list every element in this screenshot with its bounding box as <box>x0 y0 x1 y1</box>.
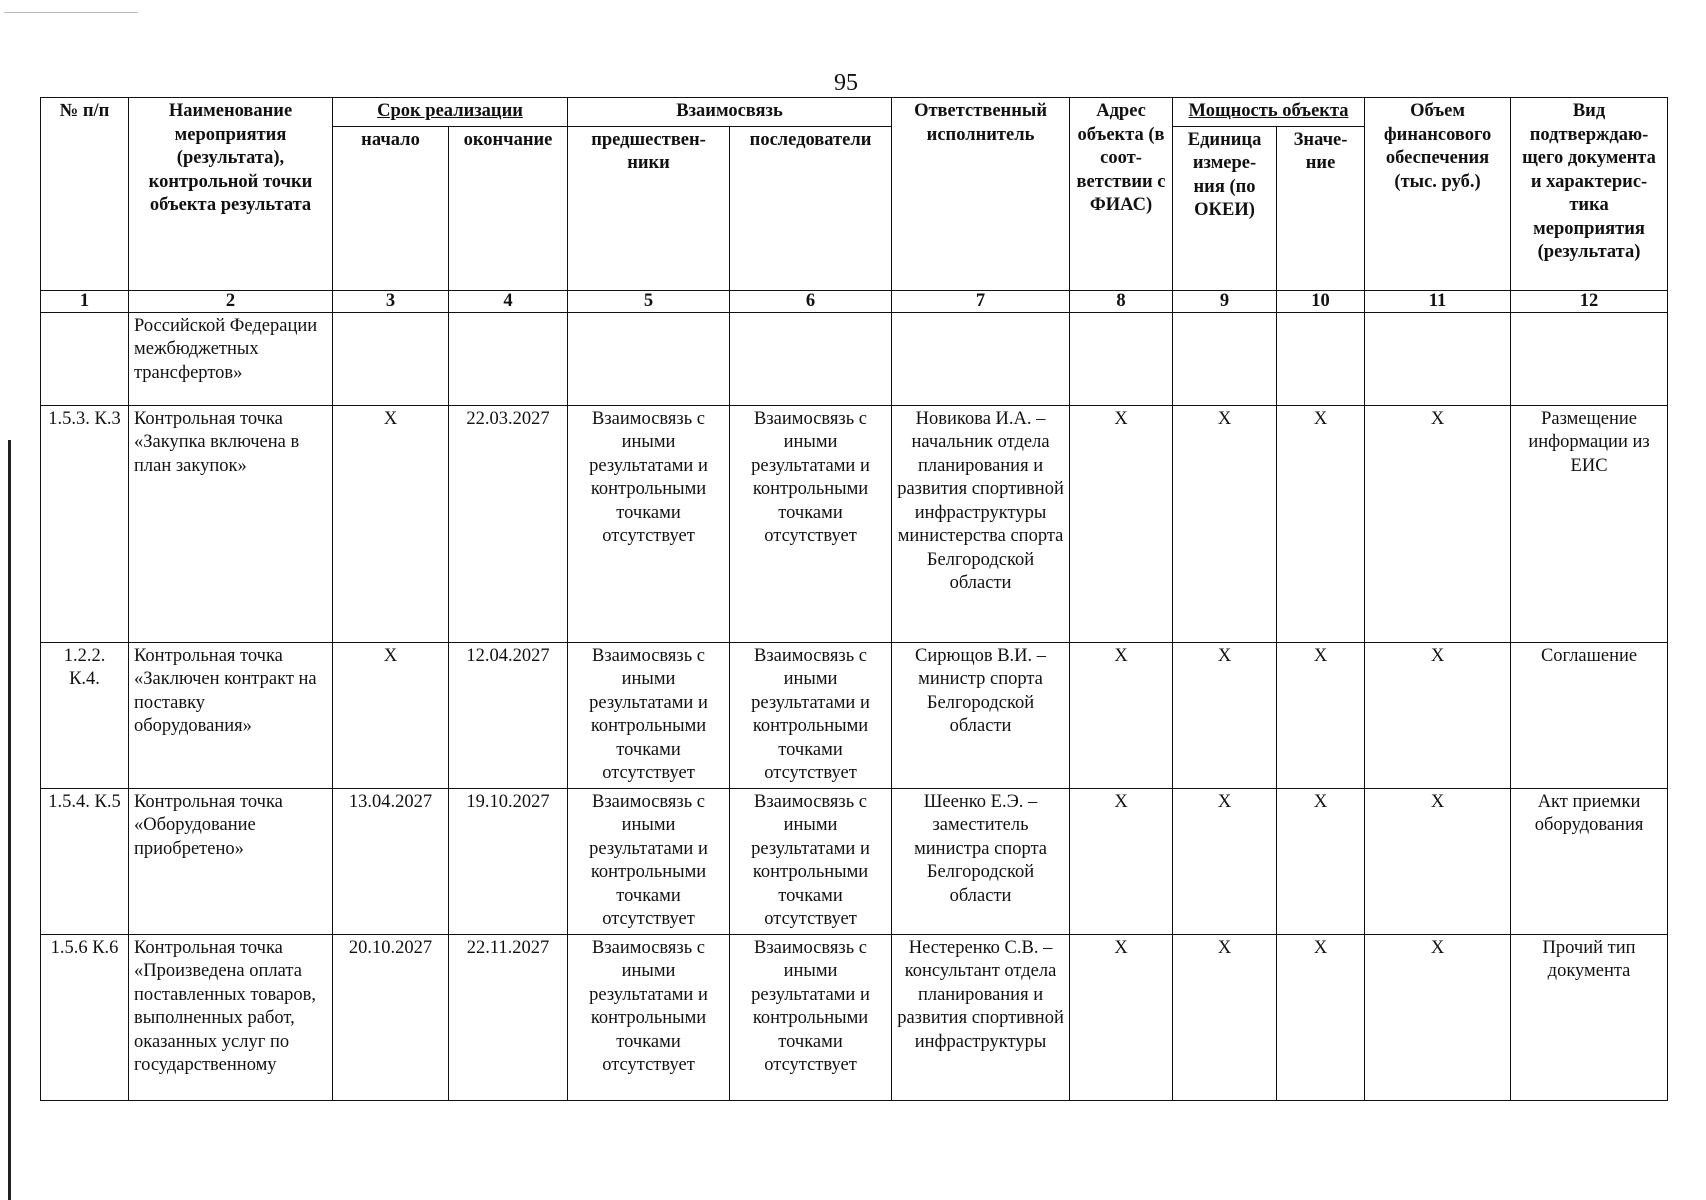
header-predecessors: предшествен-ники <box>568 126 730 290</box>
cell-end: 22.03.2027 <box>449 405 568 642</box>
header-term-end: окончание <box>449 126 568 290</box>
cell-value <box>1277 312 1365 405</box>
cell-name: Контрольная точка «Произведена оплата поставленных товаров, выполненных работ, оказанных услуг по государственному <box>129 934 333 1100</box>
header-term-start: начало <box>333 126 449 290</box>
column-number: 10 <box>1277 290 1365 312</box>
column-number: 9 <box>1173 290 1277 312</box>
cell-unit <box>1173 312 1277 405</box>
cell-predecessors: Взаимосвязь с иными результатами и контрольными точками отсутствует <box>568 788 730 934</box>
cell-start: 13.04.2027 <box>333 788 449 934</box>
header-power-value: Значе-ние <box>1277 126 1365 290</box>
cell-responsible: Нестеренко С.В. – консультант отдела планирования и развития спортивной инфраструктуры <box>892 934 1070 1100</box>
header-responsible: Ответственный исполнитель <box>892 98 1070 291</box>
cell-address: X <box>1070 934 1173 1100</box>
cell-responsible: Шеенко Е.Э. – заместитель министра спорта Белгородской области <box>892 788 1070 934</box>
cell-successors <box>730 312 892 405</box>
cell-unit: X <box>1173 405 1277 642</box>
cell-name: Контрольная точка «Заключен контракт на поставку оборудования» <box>129 642 333 788</box>
column-number-row <box>41 290 1668 312</box>
cell-name: Контрольная точка «Закупка включена в план закупок» <box>129 405 333 642</box>
cell-document <box>1511 312 1668 405</box>
cell-name: Российской Федерации межбюджетных трансфертов» <box>129 312 333 405</box>
scan-edge-line <box>4 12 138 13</box>
column-number: 5 <box>568 290 730 312</box>
table-header <box>41 98 1668 313</box>
cell-successors: Взаимосвязь с иными результатами и контрольными точками отсутствует <box>730 642 892 788</box>
cell-value: X <box>1277 934 1365 1100</box>
cell-start: X <box>333 642 449 788</box>
header-link: Взаимосвязь <box>568 98 892 127</box>
column-number: 6 <box>730 290 892 312</box>
cell-finance: X <box>1365 642 1511 788</box>
cell-start: 20.10.2027 <box>333 934 449 1100</box>
header-power-unit: Единица измере-ния (по ОКЕИ) <box>1173 126 1277 290</box>
header-address: Адрес объекта (в соот-ветствии с ФИАС) <box>1070 98 1173 291</box>
cell-document: Акт приемки оборудования <box>1511 788 1668 934</box>
cell-finance: X <box>1365 405 1511 642</box>
cell-predecessors: Взаимосвязь с иными результатами и контрольными точками отсутствует <box>568 934 730 1100</box>
table-row <box>41 405 1668 642</box>
header-num: № п/п <box>41 98 129 291</box>
cell-document: Размещение информации из ЕИС <box>1511 405 1668 642</box>
column-number: 4 <box>449 290 568 312</box>
table-row <box>41 934 1668 1100</box>
cell-start: X <box>333 405 449 642</box>
scan-margin-line <box>8 440 11 1200</box>
cell-successors: Взаимосвязь с иными результатами и контрольными точками отсутствует <box>730 934 892 1100</box>
cell-successors: Взаимосвязь с иными результатами и контрольными точками отсутствует <box>730 788 892 934</box>
header-term: Срок реализации <box>333 98 568 127</box>
cell-document: Соглашение <box>1511 642 1668 788</box>
cell-unit: X <box>1173 934 1277 1100</box>
cell-value: X <box>1277 788 1365 934</box>
column-number: 8 <box>1070 290 1173 312</box>
cell-num: 1.5.6 К.6 <box>41 934 129 1100</box>
cell-start <box>333 312 449 405</box>
column-number: 2 <box>129 290 333 312</box>
cell-num: 1.5.4. К.5 <box>41 788 129 934</box>
cell-finance: X <box>1365 788 1511 934</box>
column-number: 3 <box>333 290 449 312</box>
cell-end: 19.10.2027 <box>449 788 568 934</box>
column-number: 11 <box>1365 290 1511 312</box>
cell-num: 1.2.2. К.4. <box>41 642 129 788</box>
cell-finance: X <box>1365 934 1511 1100</box>
header-finance: Объем финансового обеспечения (тыс. руб.) <box>1365 98 1511 291</box>
cell-responsible <box>892 312 1070 405</box>
cell-end: 12.04.2027 <box>449 642 568 788</box>
cell-num: 1.5.3. К.3 <box>41 405 129 642</box>
column-number: 12 <box>1511 290 1668 312</box>
cell-predecessors: Взаимосвязь с иными результатами и контрольными точками отсутствует <box>568 405 730 642</box>
cell-end: 22.11.2027 <box>449 934 568 1100</box>
cell-unit: X <box>1173 642 1277 788</box>
table-row <box>41 788 1668 934</box>
cell-finance <box>1365 312 1511 405</box>
cell-successors: Взаимосвязь с иными результатами и контрольными точками отсутствует <box>730 405 892 642</box>
cell-predecessors <box>568 312 730 405</box>
cell-address: X <box>1070 405 1173 642</box>
cell-address: X <box>1070 788 1173 934</box>
table-row <box>41 312 1668 405</box>
cell-document: Прочий тип документа <box>1511 934 1668 1100</box>
control-points-table <box>40 97 1668 1101</box>
header-successors: последователи <box>730 126 892 290</box>
cell-value: X <box>1277 405 1365 642</box>
cell-responsible: Сирющов В.И. – министр спорта Белгородской области <box>892 642 1070 788</box>
cell-num <box>41 312 129 405</box>
column-number: 7 <box>892 290 1070 312</box>
cell-predecessors: Взаимосвязь с иными результатами и контрольными точками отсутствует <box>568 642 730 788</box>
table-body <box>41 312 1668 1100</box>
cell-address: X <box>1070 642 1173 788</box>
table-row <box>41 642 1668 788</box>
header-name: Наименование мероприятия (результата), контрольной точки объекта результата <box>129 98 333 291</box>
cell-value: X <box>1277 642 1365 788</box>
cell-unit: X <box>1173 788 1277 934</box>
cell-name: Контрольная точка «Оборудование приобретено» <box>129 788 333 934</box>
column-number: 1 <box>41 290 129 312</box>
cell-address <box>1070 312 1173 405</box>
cell-end <box>449 312 568 405</box>
cell-responsible: Новикова И.А. – начальник отдела планирования и развития спортивной инфраструктуры министерства спорта Белгородской области <box>892 405 1070 642</box>
page-number: 95 <box>834 70 858 96</box>
header-document: Вид подтверждаю-щего документа и характерис-тика мероприятия (результата) <box>1511 98 1668 291</box>
header-power: Мощность объекта <box>1173 98 1365 127</box>
